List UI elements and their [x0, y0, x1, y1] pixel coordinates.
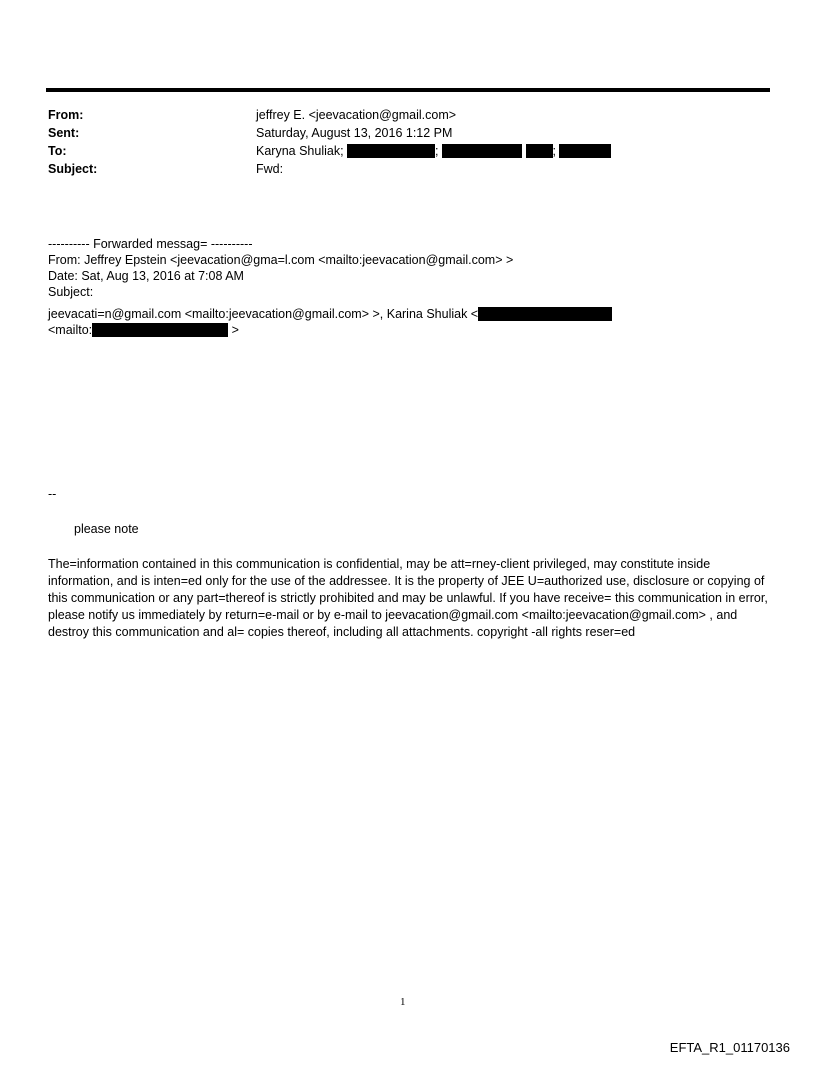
mailto-prefix: <mailto: — [48, 323, 93, 337]
forwarded-to-text: jeevacati=n@gmail.com <mailto:jeevacation@gmail.com> >, Karina Shuliak < — [48, 307, 479, 321]
signature-dashes: -- — [48, 487, 57, 501]
sent-label: Sent: — [48, 126, 80, 140]
confidentiality-disclaimer: The=information contained in this communication is confidential, may be att=rney-client privileged, may constitute inside information, and is inten=ed only for the use of the addressee. It is the property of JEE U=authorized use, disclosure or copying of this communication or any part=thereof is strictly prohibited and may be unlawful. If you have receive= this communication in error, please notify us immediately by return=e-mail or by e-mail to jeevacation@gmail.com <mailto:jeevacation@gmail.com> , and destroy this communication and al= copies thereof, including all attachments. copyright -all rights reser=ed — [48, 557, 768, 639]
forwarded-date: Date: Sat, Aug 13, 2016 at 7:08 AM — [48, 269, 244, 283]
to-label: To: — [48, 144, 67, 158]
to-separator: ; — [435, 144, 439, 158]
redaction-box — [92, 323, 228, 337]
subject-value: Fwd: — [256, 162, 284, 176]
forwarded-to — [48, 306, 612, 322]
bates-number: EFTA_R1_01170136 — [669, 1040, 790, 1055]
redaction-box — [442, 144, 522, 158]
signature-note: please note — [74, 522, 139, 536]
forwarded-from: From: Jeffrey Epstein <jeevacation@gma=l.com <mailto:jeevacation@gmail.com> > — [48, 253, 514, 267]
to-value-row — [256, 142, 611, 160]
forwarded-divider: ---------- Forwarded messag= ---------- — [48, 237, 253, 251]
mailto-suffix: > — [231, 323, 239, 337]
redaction-box — [347, 144, 435, 158]
forwarded-subject: Subject: — [48, 285, 94, 299]
to-separator: ; — [552, 144, 556, 158]
sent-value: Saturday, August 13, 2016 1:12 PM — [256, 126, 453, 140]
page-number: 1 — [400, 996, 406, 1008]
forwarded-mailto — [48, 322, 239, 338]
to-value: Karyna Shuliak; — [256, 144, 344, 158]
from-label: From: — [48, 108, 84, 122]
redaction-box — [559, 144, 611, 158]
redaction-box — [478, 307, 612, 321]
subject-label: Subject: — [48, 162, 98, 176]
from-value: jeffrey E. <jeevacation@gmail.com> — [256, 108, 457, 122]
redaction-box — [526, 144, 553, 158]
header-rule — [46, 88, 770, 92]
